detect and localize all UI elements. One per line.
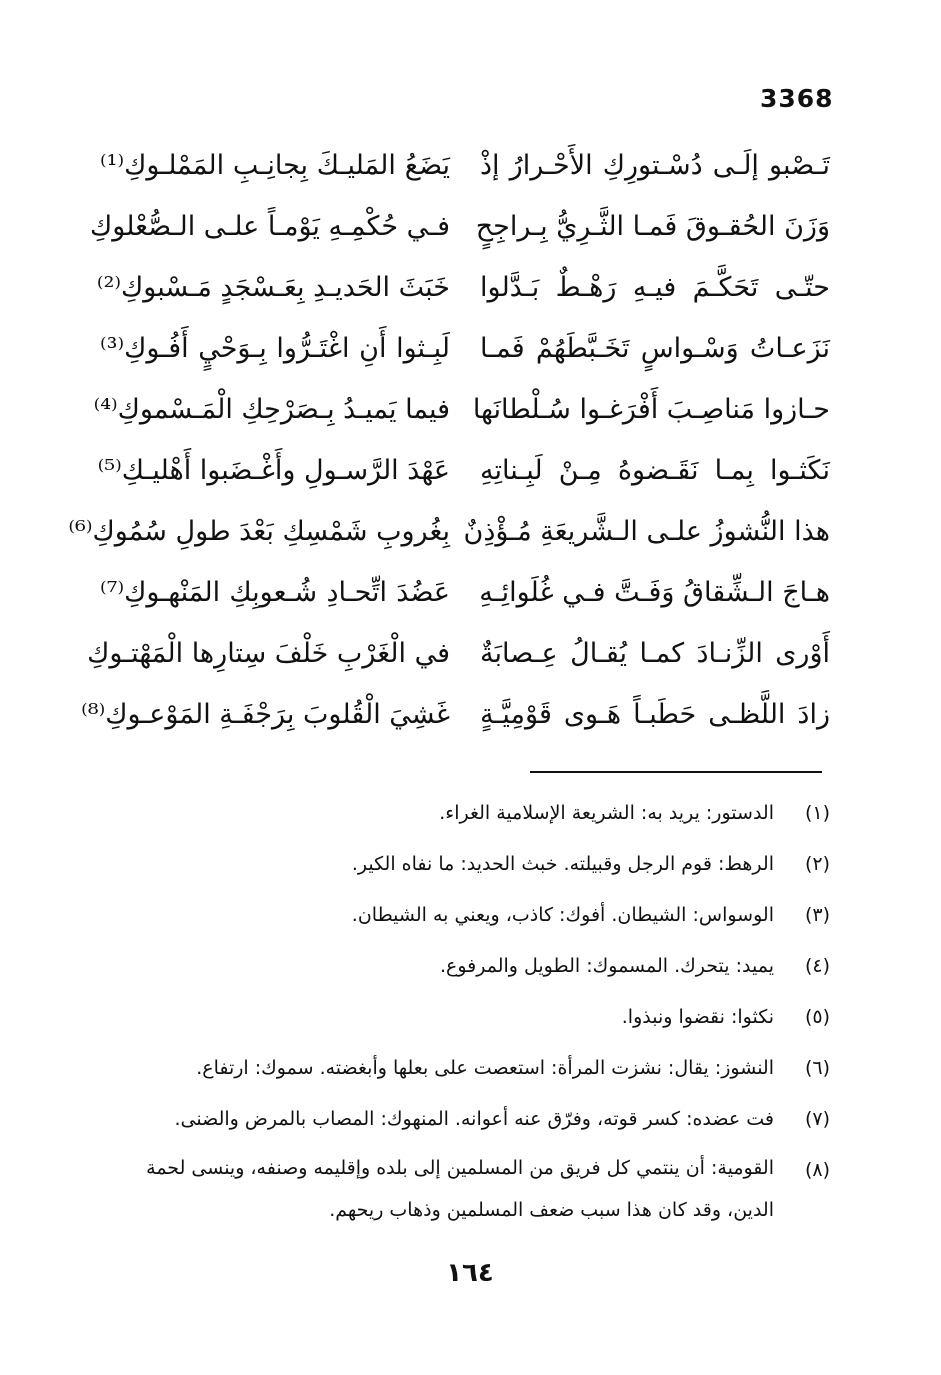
verse [93, 379, 830, 440]
verse [100, 135, 830, 196]
footnote-separator [530, 771, 822, 773]
verse-first-hemistich: هذا النُّشوزُ علـى الـشَّريعَةِ مُـؤْذِنٌ [463, 516, 830, 547]
footnote-text: يميد: يتحرك. المسموك: الطويل والمرفوع. [439, 955, 774, 977]
verse-first-hemistich: حتّـى تَحَكَّـمَ فيـهِ رَهْـطٌ بَـدَّلوا [480, 272, 830, 303]
footnote-number: (٥) [804, 1006, 830, 1028]
verse [97, 440, 830, 501]
verse-second-hemistich: عَضُدَ اتِّحـادِ شُـعوبِكِ المَنْهـوكِ⁽⁷⁾ [100, 577, 450, 608]
verse-first-hemistich: نَزَعـاتُ وَسْـواسٍ تَخَـبَّطَهُمْ فَمـا [480, 333, 830, 364]
footnote-number: (١) [804, 802, 830, 824]
footnote-number: (٤) [804, 955, 830, 977]
verse [96, 257, 830, 318]
verse [68, 501, 830, 562]
footnote-text: نكثوا: نقضوا ونبذوا. [621, 1006, 774, 1028]
verse-first-hemistich: نَكَثـوا بِمـا نَقَـضوهُ مِـنْ لَبِـناتِهِ [480, 455, 830, 486]
page-id: 3368 [760, 84, 834, 113]
verse-second-hemistich: عَهْدَ الرَّسـولِ وأَغْـضَبوا أَهْليـكِ⁽⁵⁾ [97, 455, 450, 486]
verse [81, 684, 830, 745]
verse-first-hemistich: زادَ اللَّظـى حَطَبـاً هَـوى قَوْمِيَّـةٍ [480, 699, 830, 730]
footnote-text: الوسواس: الشيطان. أفوك: كاذب، ويعني به الشيطان. [351, 904, 774, 926]
verse-first-hemistich: تَـصْبو إلَـى دُسْـتورِكِ الأَحْـرارُ إذْ [480, 150, 830, 181]
verse-second-hemistich: غَشِيَ الْقُلوبَ بِرَجْفَـةِ المَوْعـوكِ⁽⁸⁾ [81, 699, 450, 730]
poem [68, 135, 830, 745]
footnote-number: (٨) [804, 1159, 830, 1181]
verse-first-hemistich: حـازوا مَناصِـبَ أَفْرَغـوا سُـلْطانَها [472, 394, 830, 425]
footnote-number: (٢) [804, 853, 830, 875]
verse-second-hemistich: فيما يَميـدُ بِـصَرْحِكِ الْمَـسْموكِ⁽⁴⁾ [93, 394, 450, 425]
footnotes [95, 790, 830, 1231]
verse-first-hemistich: وَزَنَ الحُقـوقَ فَمـا الثَّـرِيُّ بِـراجِحٍ [475, 211, 830, 242]
footnote-text: فت عضده: كسر قوته، وفرّق عنه أعوانه. المنهوك: المصاب بالمرض والضنى. [174, 1108, 774, 1130]
footnote [95, 1096, 830, 1147]
verse-second-hemistich: بِغُروبِ شَمْسِكِ بَعْدَ طولِ سُمُوكِ⁽⁶⁾ [68, 516, 450, 547]
footnote-text: الدستور: يريد به: الشريعة الإسلامية الغراء. [439, 802, 774, 824]
footnote-number: (٧) [804, 1108, 830, 1130]
page-number: ١٦٤ [446, 1258, 494, 1288]
verse-second-hemistich: في الْغَرْبِ خَلْفَ سِتارِها الْمَهْتـوكِ [87, 638, 450, 669]
verse-second-hemistich: لَبِـثوا أَنِ اغْتَـرُّوا بِـوَحْيٍ أَفُـوكِ⁽³⁾ [100, 333, 450, 364]
footnote [95, 841, 830, 892]
footnote [95, 1147, 830, 1231]
verse-second-hemistich: خَبَثَ الحَديـدِ بِعَـسْجَدٍ مَـسْبوكِ⁽²⁾ [96, 272, 450, 303]
verse-first-hemistich: هـاجَ الـشِّقاقُ وَفَـتَّ فـي غُلَوائِـهِ [479, 577, 830, 608]
verse [100, 562, 830, 623]
verse [100, 318, 830, 379]
footnote-text: النشوز: يقال: نشزت المرأة: استعصت على بعلها وأبغضته. سموك: ارتفاع. [196, 1057, 774, 1079]
footnote [95, 892, 830, 943]
footnote [95, 943, 830, 994]
footnote [95, 790, 830, 841]
verse [87, 623, 830, 684]
verse [90, 196, 830, 257]
footnote-number: (٣) [804, 904, 830, 926]
footnote-text: الرهط: قوم الرجل وقبيلته. خبث الحديد: ما نفاه الكير. [351, 853, 774, 875]
footnote-number: (٦) [804, 1057, 830, 1079]
verse-second-hemistich: فـي حُكْمِـهِ يَوْمـاً علـى الـصُّعْلوكِ [90, 211, 450, 242]
footnote [95, 1045, 830, 1096]
footnote-text: القومية: أن ينتمي كل فريق من المسلمين إلى بلده وإقليمه وصنفه، وينسى لحمة الدين، وقد كان هذا سبب ضعف المسلمين وذهاب ريحهم. [146, 1157, 774, 1221]
footnote [95, 994, 830, 1045]
verse-second-hemistich: يَضَعُ المَليـكَ بِجانِـبِ المَمْلـوكِ⁽¹⁾ [100, 150, 450, 181]
verse-first-hemistich: أَوْرى الزِّنـادَ كمـا يُقـالُ عِـصابَةٌ [480, 638, 830, 669]
